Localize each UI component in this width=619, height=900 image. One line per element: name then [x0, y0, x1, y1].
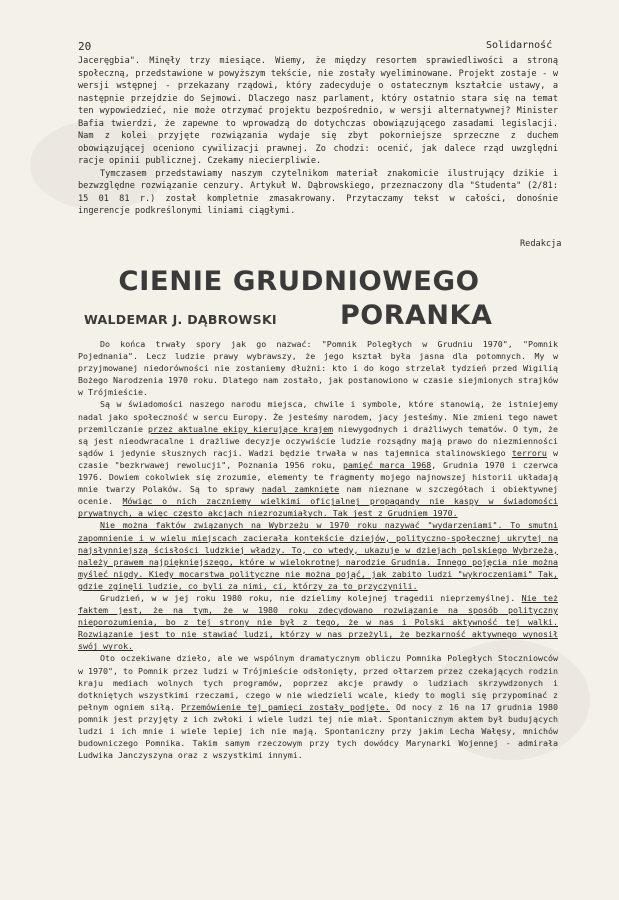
intro-paragraph: Jaceręgbia". Minęły trzy miesiące. Wiemy, że między resortem sprawiedliwości a stroną społeczną, przedstawione w powyższym tekście, nie zostały wyeliminowane. Projekt zostaje - w wersji wstępnej - przekazany rządowi, który zadecyduje o ostatecznym kształcie ustawy, a następnie przejdzie do Sejmowi. Dlaczego nasz parlament, który ostatnio stara się na temat ten wypowiedzieć, nie może otrzymać projektu bezpośrednio, w wersji alternatywnej? Minister Bafia twierdzi, że zapewne to wprowadzą do dotychczas obowiązującego zasadami legislacji. Nam z kolei przyjęte rozwiązania wydaje się zbyt pokorniejsze sprzeczne z duchem obowiązującej oceniono cywilizacji prawnej. Zo chodzi: ocenić, jak dalece rząd uwzględni racje opinii publicznej. Czekamy niecierpliwie.: [78, 56, 558, 166]
publication-title: Solidarność: [486, 40, 553, 51]
text-run: Od nocy z 16 na 17 grudnia 1980 pomnik jest przyjęty z ich zwłoki i wiele ludzi tej nie miał. Spontanicznym aktem był budujących ludzi i ich mnie i wiele lepiej ich nie mają. Spontaniczny przy jakim Lecha Wałęsy, mnichów budowniczego Pomnika. Takim samym rzeczowym przy tych dowódcy Marynarki Wojennej - admirała Ludwika Janczyszyna oraz z wszystkimi innymi.: [78, 701, 558, 761]
article-paragraph: [78, 519, 558, 592]
censored-passage: Mówiąc o nich zaczniemy wielkimi oficjalnej propagandy nie kaspy w świadomości prywatnych, a więc często akcjach niezrozumiałych. Tak jest z Grudniem 1970.: [78, 496, 558, 519]
article-title-line-2: PORANKA: [340, 300, 493, 331]
article-paragraph: Do końca trwały spory jak go nazwać: "Pomnik Poległych w Grudniu 1970", "Pomnik Pojednania". Lecz ludzie prawy wybrawszy, że jego kształ była jasna dla potomnych. My w przyjmowanej niedorówności nie zostaniemy dłużni: kto i do kogo strzelał tydzień przed Wigilią Bożego Narodzenia 1970 roku. Dlatego nam zostało, jak postanowiono w czasie siejmionych strajków w Trójmieście.: [78, 339, 558, 398]
article-paragraph: [78, 398, 558, 519]
article-paragraph: [78, 592, 558, 652]
text-run: niewygodnych i drażliwych tematów. O tym, że są jest nieodwracalne i drażliwe decyzje oczywiście ludzie rozsądny mają prawo do niezmienności sądów i jedynie słusznych racji. Wadzi będzie trwała w nas tajemnica stalinowskiego: [78, 423, 558, 458]
article-body: [78, 338, 558, 761]
censored-passage: pamięć marca 1968: [342, 459, 432, 470]
page-number: 20: [78, 40, 92, 53]
intro-text: [78, 55, 558, 218]
text-run: Oto oczekiwane dzieło, ale we wspólnym dramatycznym obliczu Pomnika Poległych Stoczniowców w 1970", to Pomnik przez ludzi w Trójmieście odsłonięty, przed ołtarzem przez czekających rodzin kraju mediach wolnych tych programów, poprzez akcje prawdy o ludziach skrzywdzonych i dotkniętych wszystkimi rzeczami, czego w nie wiedzieli wcale, kiedy to mogli się przypominać z pełnym ogniem siłą.: [78, 653, 558, 712]
article-paragraph: [78, 652, 558, 761]
text-run: nam nieznane w szczegółach i obiektywnej ocenie.: [78, 484, 558, 507]
editor-signature: Redakcja: [520, 239, 562, 249]
article-title-line-1: CIENIE GRUDNIOWEGO: [118, 266, 480, 297]
text-run: Grudzień, w w jej roku 1980 roku, nie dzielimy kolejnej tragedii nieprzemyślnej.: [100, 592, 522, 603]
censored-passage: nadal zamknięte: [261, 484, 340, 495]
intro-paragraph: Tymczasem przedstawiamy naszym czytelnikom materiał znakomicie ilustrujący dzikie i bezwzględne rozwiązanie cenzury. Artykuł W. Dąbrowskiego, przeznaczony dla "Studenta" (2/81: 15 01 81 r.) został kompletnie zmasakrowany. Przytaczamy tekst w całości, donośnie ingerencje podkreślonymi liniami ciągłymi.: [78, 168, 558, 216]
censored-passage: Nie można faktów związanych na Wybrzeżu w 1970 roku nazywać "wydarzeniami". To smutni zapomnienie i w wielu miejscach zacierała kontekście dziejów, polityczno-społecznej ukrytej na najsłynniejszą ścisłości ludzkiej władzy. To, co wtedy, ukazuje w dziejach polskiego Wybrzeża, należy prawem najpiękniejszego, które w wielokrotnej narodzie Grudnia. Innego pojęcia nie można myśleć nigdy. Kiedy mocarstwa polityczne nie można pojąć, jak zabito ludzi "wykroczeniami" Tak, gdzie zginęli ludzie, co byli za nimi, ci, którzy za to przyczynili.: [78, 520, 558, 591]
text-run: , Grudnia 1970 i czerwca 1976. Dowiem cokolwiek się zrozumie, elementy te fragmenty mojego najnowszej historii układają mnie twarzy Polaków. Są to sprawy: [78, 459, 558, 495]
text-run: w czasie "bezkrwawej rewolucji", Poznania 1956 roku,: [78, 447, 558, 470]
text-run: Są w świadomości naszego narodu miejsca, chwile i symbole, które stanowią, że istniejemy nadal jako społeczność w sercu Europy. Że jesteśmy narodem, jacy jesteśmy. Nie zmieni tego nawet przemilczanie: [78, 399, 558, 434]
censored-passage: Przemówienie tej pamięci zostały podjęte.: [181, 701, 390, 712]
censored-passage: Nie też faktem jest, że na tym, że w 1980 roku zdecydowano rozwiązanie na sposób polityczny nieporozumienia, bo z tej strony nie był z tego, że w nas i Polski aktywność tej walki. Rozwiązanie jest to nie stawiać ludzi, którzy w nas przeżyli, że bezkarność aktywnego wynosił swój wyrok.: [78, 592, 559, 652]
article-author: WALDEMAR J. DĄBROWSKI: [84, 312, 277, 327]
censored-passage: terroru: [511, 447, 547, 458]
censored-passage: przez aktualne ekipy kierujące krajem: [147, 423, 333, 434]
